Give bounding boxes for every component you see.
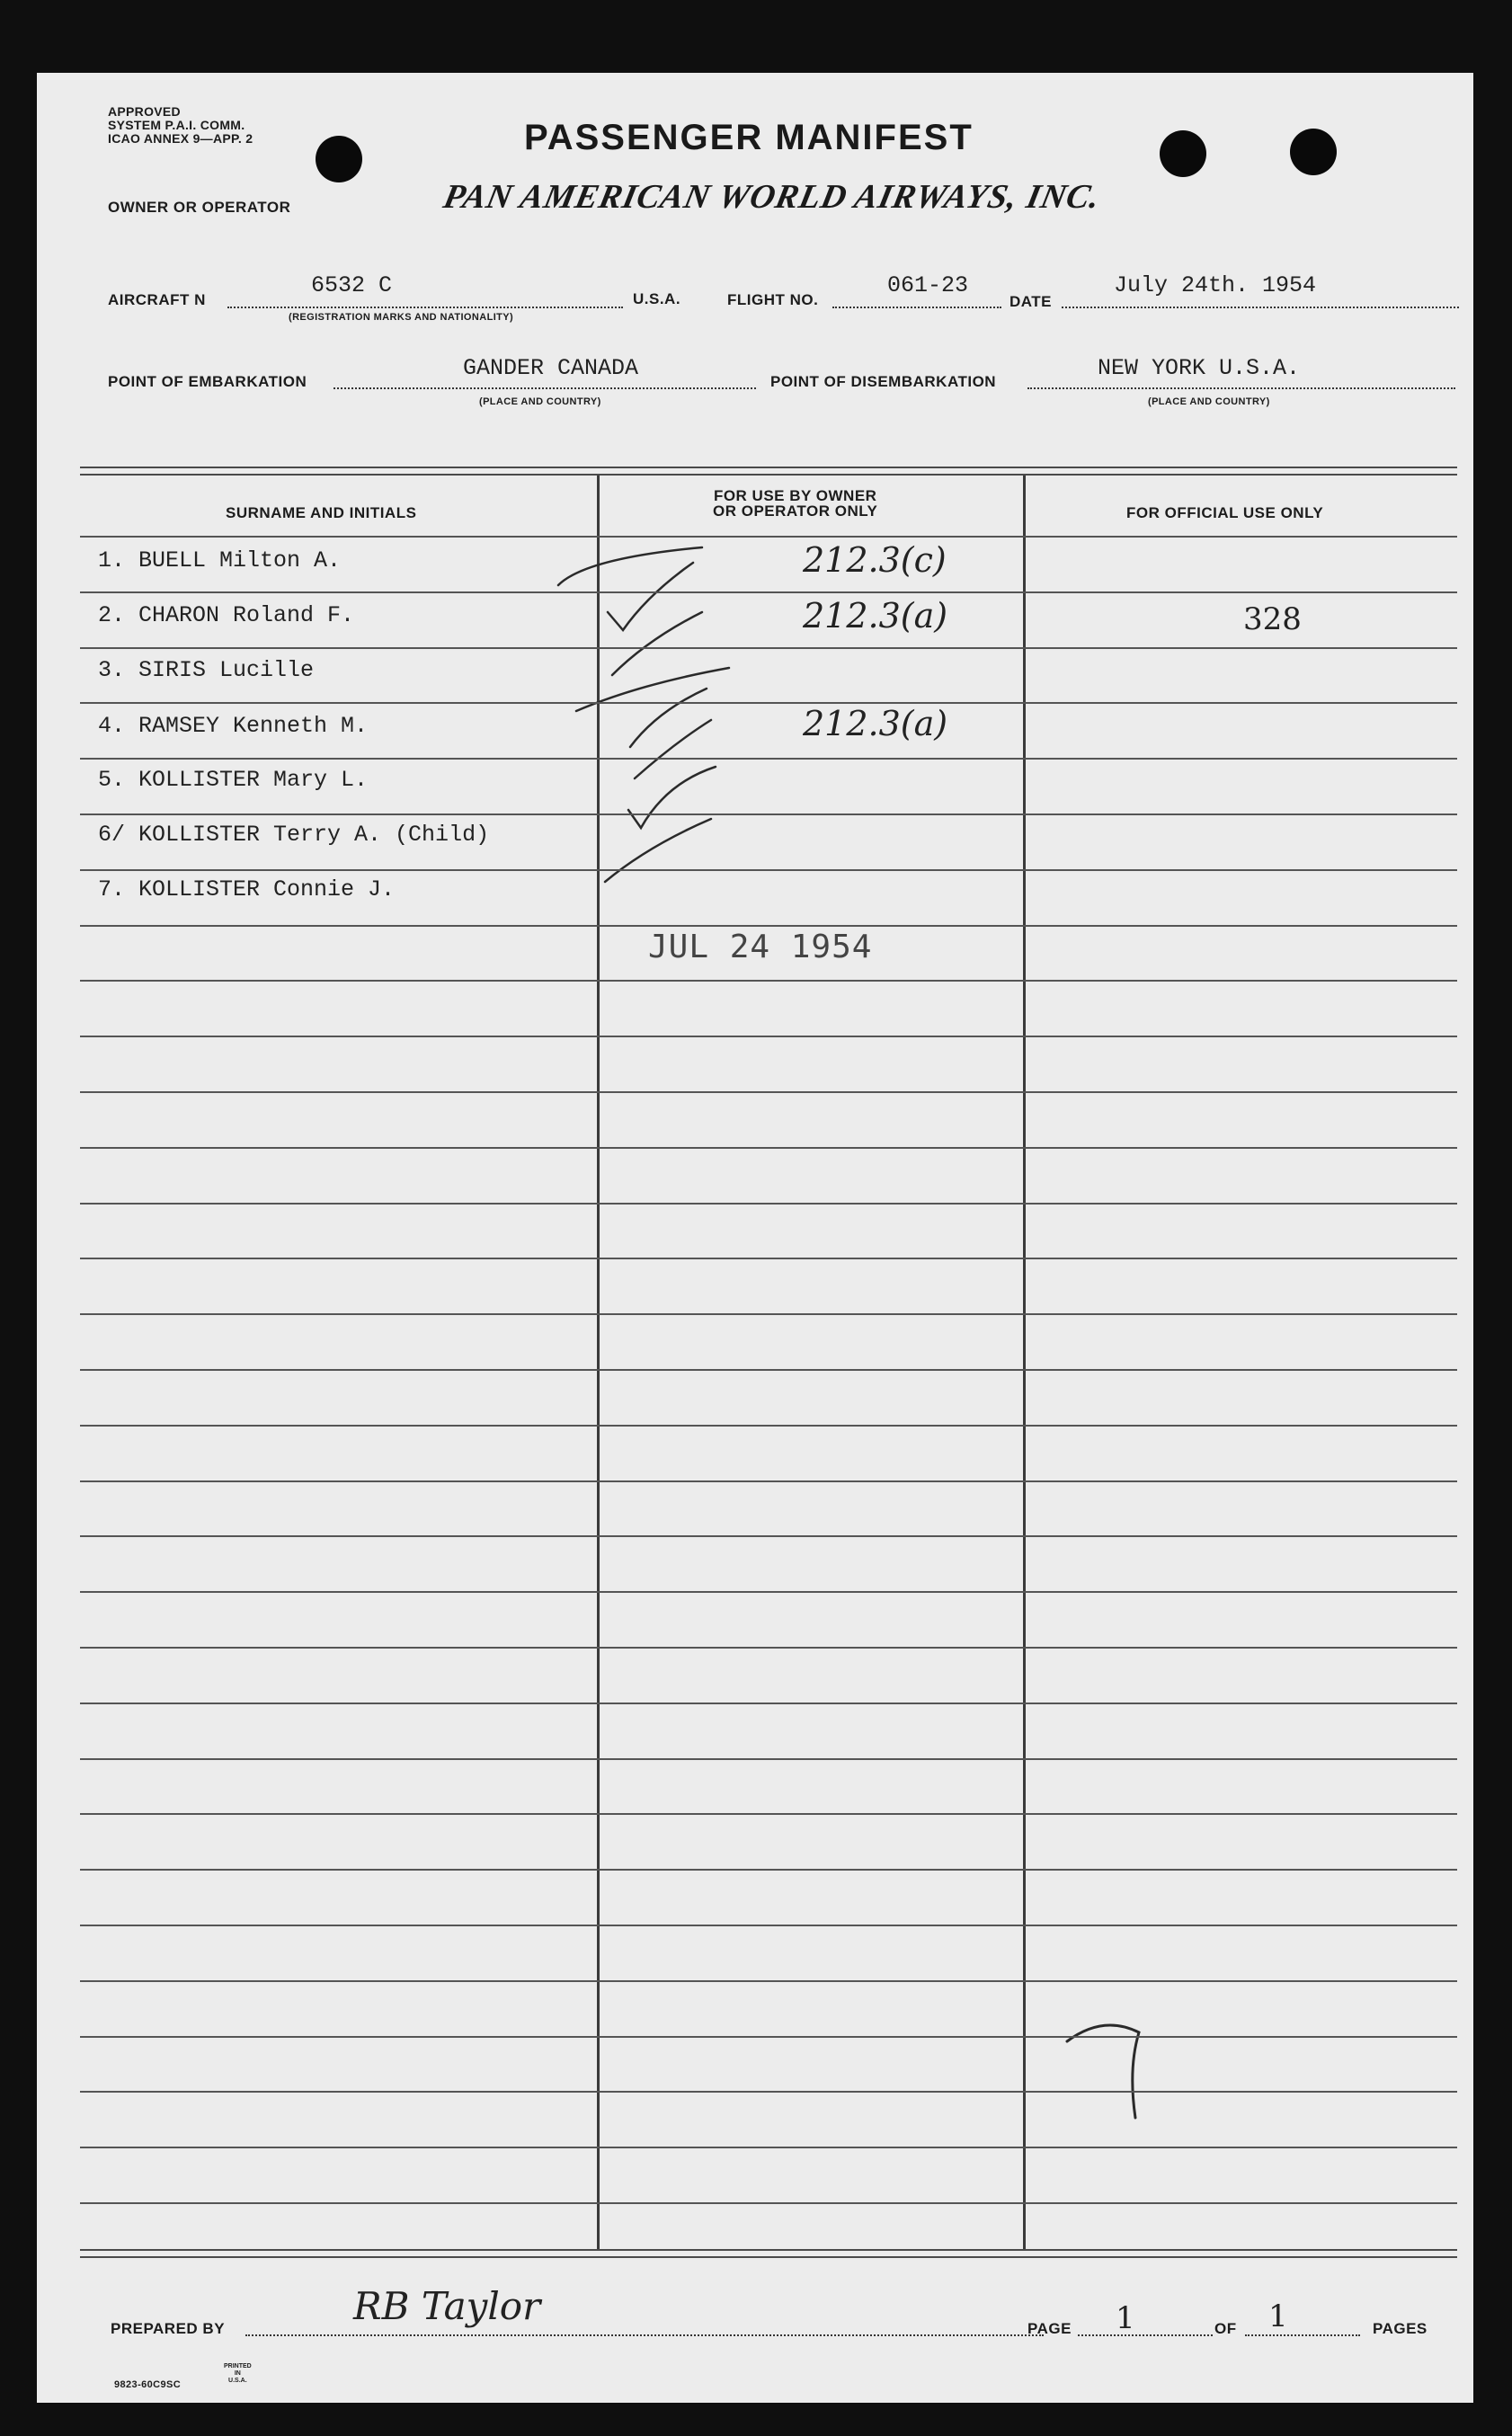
owner-note: 212.3(a) [803,704,948,743]
table-row-rule [80,702,1457,704]
table-row-rule [80,980,1457,982]
of-label: OF [1214,2320,1237,2337]
table-top-rule [80,474,1457,476]
table-row-rule [80,647,1457,649]
pages-label: PAGES [1373,2320,1428,2337]
form-title: PASSENGER MANIFEST [524,118,974,157]
embark-line [334,387,756,389]
table-row-rule [80,1647,1457,1649]
official-note: 328 [1243,601,1302,637]
table-row-rule [80,1869,1457,1871]
table-row-rule [80,813,1457,815]
prepared-label: PREPARED BY [111,2320,226,2337]
table-row-rule [80,2147,1457,2148]
table-row-rule [80,2091,1457,2093]
table-row-rule [80,1535,1457,1537]
table-row-rule [80,1480,1457,1482]
date-stamp: JUL 24 1954 [648,929,873,965]
page-label: PAGE [1027,2320,1072,2337]
table-row-rule [80,1036,1457,1037]
check-marks [549,540,756,918]
embark-sub: (PLACE AND COUNTRY) [479,396,601,407]
handwritten-mark [1031,2014,1157,2122]
flight-label: FLIGHT NO. [727,291,819,308]
embark-label: POINT OF EMBARKATION [108,373,307,390]
date-label: DATE [1009,293,1053,310]
table-row-rule [80,1258,1457,1259]
passenger-name: 4. RAMSEY Kenneth M. [98,713,369,739]
punch-hole [316,136,362,182]
passenger-name: 2. CHARON Roland F. [98,602,355,628]
disembark-line [1027,387,1455,389]
owner-note: 212.3(c) [803,540,947,580]
passenger-name: 1. BUELL Milton A. [98,547,342,573]
embark-value: GANDER CANADA [463,355,639,381]
flight-line [832,307,1001,308]
prepared-signature: RB Taylor [353,2284,541,2328]
table-row-rule [80,1369,1457,1371]
table-top-rule [80,467,1457,468]
owner-label: OWNER OR OPERATOR [108,199,291,216]
table-row-rule [80,1313,1457,1315]
disembark-value: NEW YORK U.S.A. [1098,355,1301,381]
aircraft-line [227,307,623,308]
table-row-rule [80,536,1457,538]
union-mark: PRINTED IN U.S.A. [224,2363,252,2384]
of-value: 1 [1268,2298,1288,2334]
table-row-rule [80,1091,1457,1093]
table-bottom-rule [80,2249,1457,2251]
approval-note: APPROVED SYSTEM P.A.I. COMM. ICAO ANNEX 9—APP. 2 [108,104,253,146]
date-value: July 24th. 1954 [1114,272,1317,298]
table-row-rule [80,1925,1457,1926]
table-row-rule [80,1703,1457,1704]
table-row-rule [80,1758,1457,1760]
usa-label: U.S.A. [633,290,681,307]
table-row-rule [80,869,1457,871]
prepared-line [245,2334,1044,2336]
table-row-rule [80,1203,1457,1205]
table-bottom-rule [80,2256,1457,2258]
form-number: 9823-60C9SC [114,2379,182,2390]
punch-hole [1290,129,1337,175]
disembark-sub: (PLACE AND COUNTRY) [1148,396,1270,407]
table-row-rule [80,2036,1457,2038]
operator-name: PAN AMERICAN WORLD AIRWAYS, INC. [440,178,1105,216]
page-line [1078,2334,1213,2336]
table-row-rule [80,1425,1457,1427]
date-line [1062,307,1459,308]
aircraft-sub: (REGISTRATION MARKS AND NATIONALITY) [289,312,514,323]
official-use-header: FOR OFFICIAL USE ONLY [1126,504,1324,521]
surname-header: SURNAME AND INITIALS [226,504,417,521]
manifest-sheet [37,73,1473,2403]
of-line [1245,2334,1360,2336]
column-divider [1023,476,1026,2249]
table-row-rule [80,1980,1457,1982]
table-row-rule [80,2202,1457,2204]
table-row-rule [80,925,1457,927]
punch-hole [1160,130,1206,177]
table-row-rule [80,1813,1457,1815]
table-row-rule [80,591,1457,593]
page-value: 1 [1116,2300,1135,2336]
disembark-label: POINT OF DISEMBARKATION [770,373,997,390]
table-row-rule [80,758,1457,760]
owner-note: 212.3(a) [803,596,948,636]
passenger-name: 6/ KOLLISTER Terry A. (Child) [98,822,490,848]
table-row-rule [80,1147,1457,1149]
passenger-name: 5. KOLLISTER Mary L. [98,767,369,793]
table-row-rule [80,1591,1457,1593]
aircraft-label: AIRCRAFT N [108,291,206,308]
passenger-name: 3. SIRIS Lucille [98,657,315,683]
owner-use-header: FOR USE BY OWNER OR OPERATOR ONLY [713,487,878,520]
flight-value: 061-23 [887,272,969,298]
aircraft-value: 6532 C [311,272,393,298]
passenger-name: 7. KOLLISTER Connie J. [98,876,396,902]
